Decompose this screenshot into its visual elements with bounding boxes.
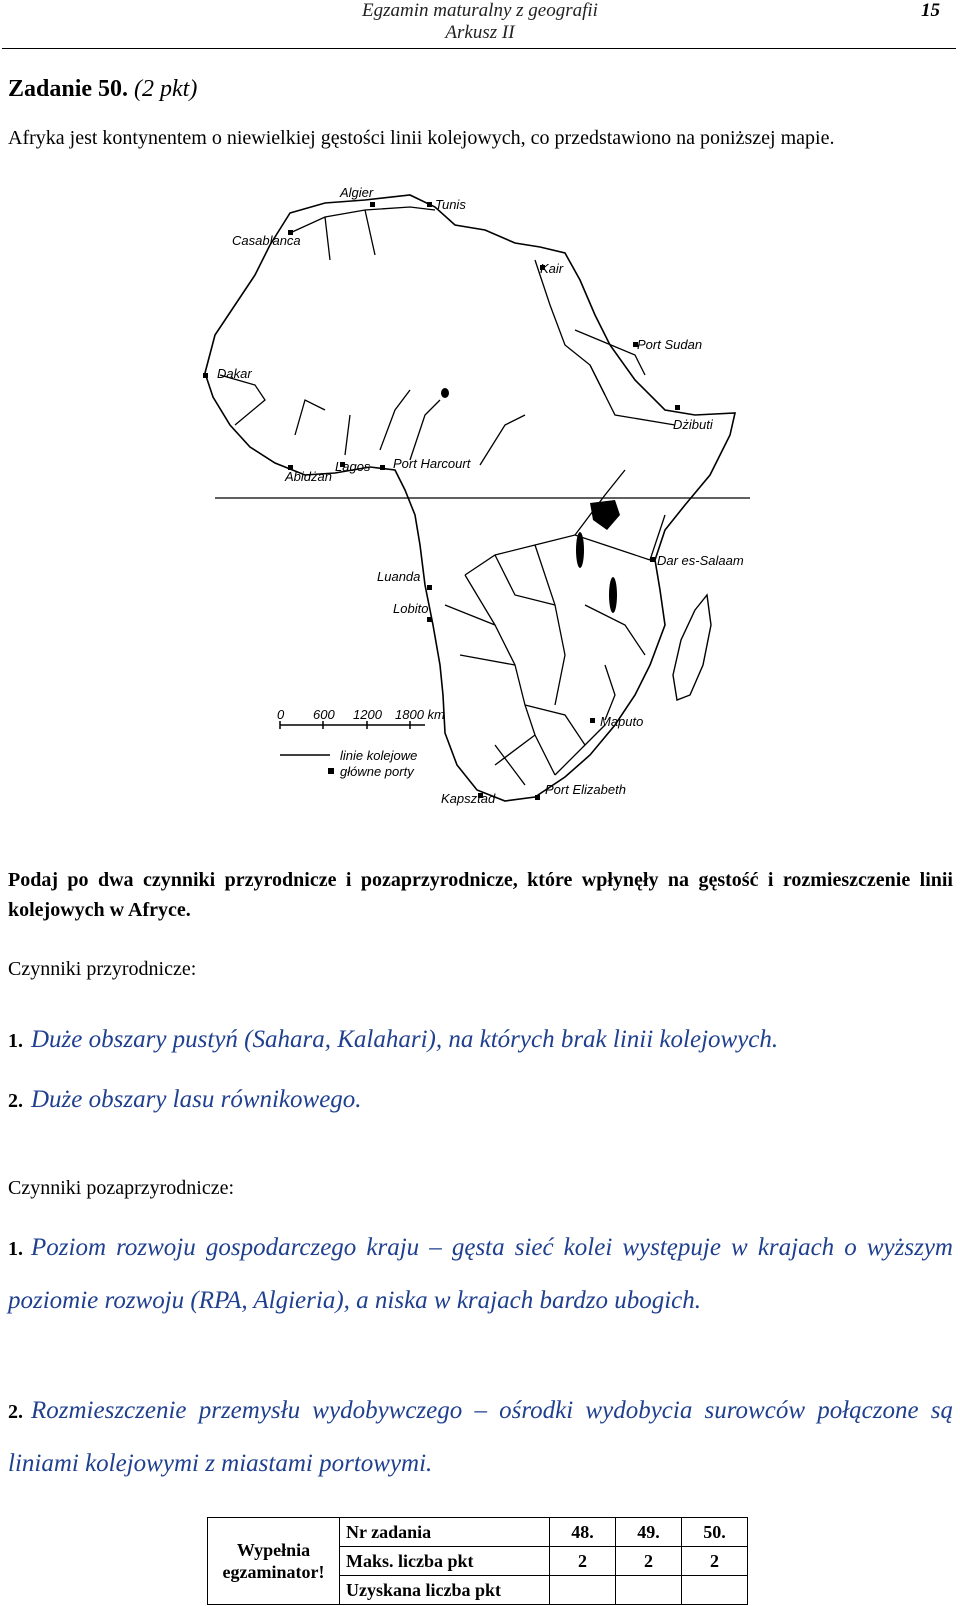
city-label: Kapsztad — [441, 791, 496, 806]
scale-label: 1800 km — [395, 707, 445, 722]
natural-factors-label: Czynniki przyrodnicze: — [8, 958, 197, 980]
natural-answer-2 — [8, 1074, 953, 1127]
nonnatural-answer-2 — [8, 1385, 953, 1489]
max-points-cell: 2 — [550, 1547, 616, 1576]
earned-points-cell[interactable] — [616, 1576, 682, 1605]
city-label: Dżibuti — [673, 417, 713, 432]
answer-number: 1. — [8, 1238, 23, 1260]
city-label: Port Harcourt — [393, 456, 471, 471]
answer-text: Duże obszary pustyń (Sahara, Kalahari), na których brak linii kolejowych. — [31, 1026, 779, 1053]
city-label: Luanda — [377, 569, 421, 584]
answer-text: Poziom rozwoju gospodarczego kraju – gęsta sieć kolei występuje w krajach o wyższym poziomie rozwoju (RPA, Algieria), a niska w krajach bardzo ubogich. — [8, 1234, 953, 1314]
examiner-label: Wypełnia egzaminator! — [208, 1518, 340, 1605]
answer-text: Duże obszary lasu równikowego. — [31, 1086, 362, 1113]
city-label: Kair — [540, 261, 564, 276]
scale-label: 600 — [313, 707, 335, 722]
city-label: Abidżan — [285, 469, 332, 484]
answer-number: 2. — [8, 1401, 23, 1423]
earned-points-header: Uzyskana liczba pkt — [340, 1576, 550, 1605]
earned-points-cell[interactable] — [550, 1576, 616, 1605]
city-label: Maputo — [600, 714, 644, 729]
answer-number: 2. — [8, 1090, 23, 1112]
madagascar-outline — [673, 595, 711, 700]
max-points-cell: 2 — [682, 1547, 748, 1576]
city-label: Algier — [340, 185, 374, 200]
header-divider — [2, 48, 956, 49]
answer-number: 1. — [8, 1030, 23, 1052]
max-points-cell: 2 — [616, 1547, 682, 1576]
task-question: Podaj po dwa czynniki przyrodnicze i pozaprzyrodnicze, które wpłynęły na gęstość i rozmieszczenie linii kolejowych w Afryce. — [8, 869, 953, 921]
railway-lines — [220, 207, 675, 785]
city-label: Dakar — [217, 366, 252, 381]
header-sheet: Arkusz II — [445, 22, 515, 43]
task-number-cell: 48. — [550, 1518, 616, 1547]
legend-port-symbol — [328, 768, 334, 774]
city-label: Casablanca — [232, 233, 301, 248]
task-number: Zadanie 50. — [8, 76, 129, 102]
city-label: Lagos — [335, 459, 371, 474]
city-label: Tunis — [435, 197, 466, 212]
city-label: Lobito — [393, 601, 429, 616]
map-scale-bar — [280, 721, 425, 729]
page-number: 15 — [921, 0, 940, 21]
task-title — [8, 76, 197, 103]
header-exam-title: Egzamin maturalny z geografii — [362, 0, 598, 21]
task-number-cell: 50. — [682, 1518, 748, 1547]
natural-answer-1 — [8, 1014, 953, 1067]
task-points: (2 pkt) — [134, 76, 198, 102]
max-points-header: Maks. liczba pkt — [340, 1547, 550, 1576]
score-table — [207, 1517, 748, 1605]
earned-points-cell[interactable] — [682, 1576, 748, 1605]
legend-rail-label: linie kolejowe — [340, 748, 418, 763]
scale-label: 0 — [277, 707, 285, 722]
city-label: Port Sudan — [637, 337, 703, 352]
answer-text: Rozmieszczenie przemysłu wydobywczego – ośrodki wydobycia surowców połączone są liniami kolejowymi z miastami portowymi. — [8, 1397, 953, 1477]
city-label: Dar es-Salaam — [657, 553, 744, 568]
task-number-cell: 49. — [616, 1518, 682, 1547]
nonnatural-factors-label: Czynniki pozaprzyrodnicze: — [8, 1177, 235, 1199]
legend-port-label: główne porty — [340, 764, 414, 779]
nonnatural-answer-1 — [8, 1222, 953, 1326]
city-label: Port Elizabeth — [545, 782, 626, 797]
task-number-header: Nr zadania — [340, 1518, 550, 1547]
africa-railway-map — [195, 185, 765, 825]
task-intro: Afryka jest kontynentem o niewielkiej gęstości linii kolejowych, co przedstawiono na poniższej mapie. — [8, 127, 835, 149]
scale-label: 1200 — [353, 707, 382, 722]
